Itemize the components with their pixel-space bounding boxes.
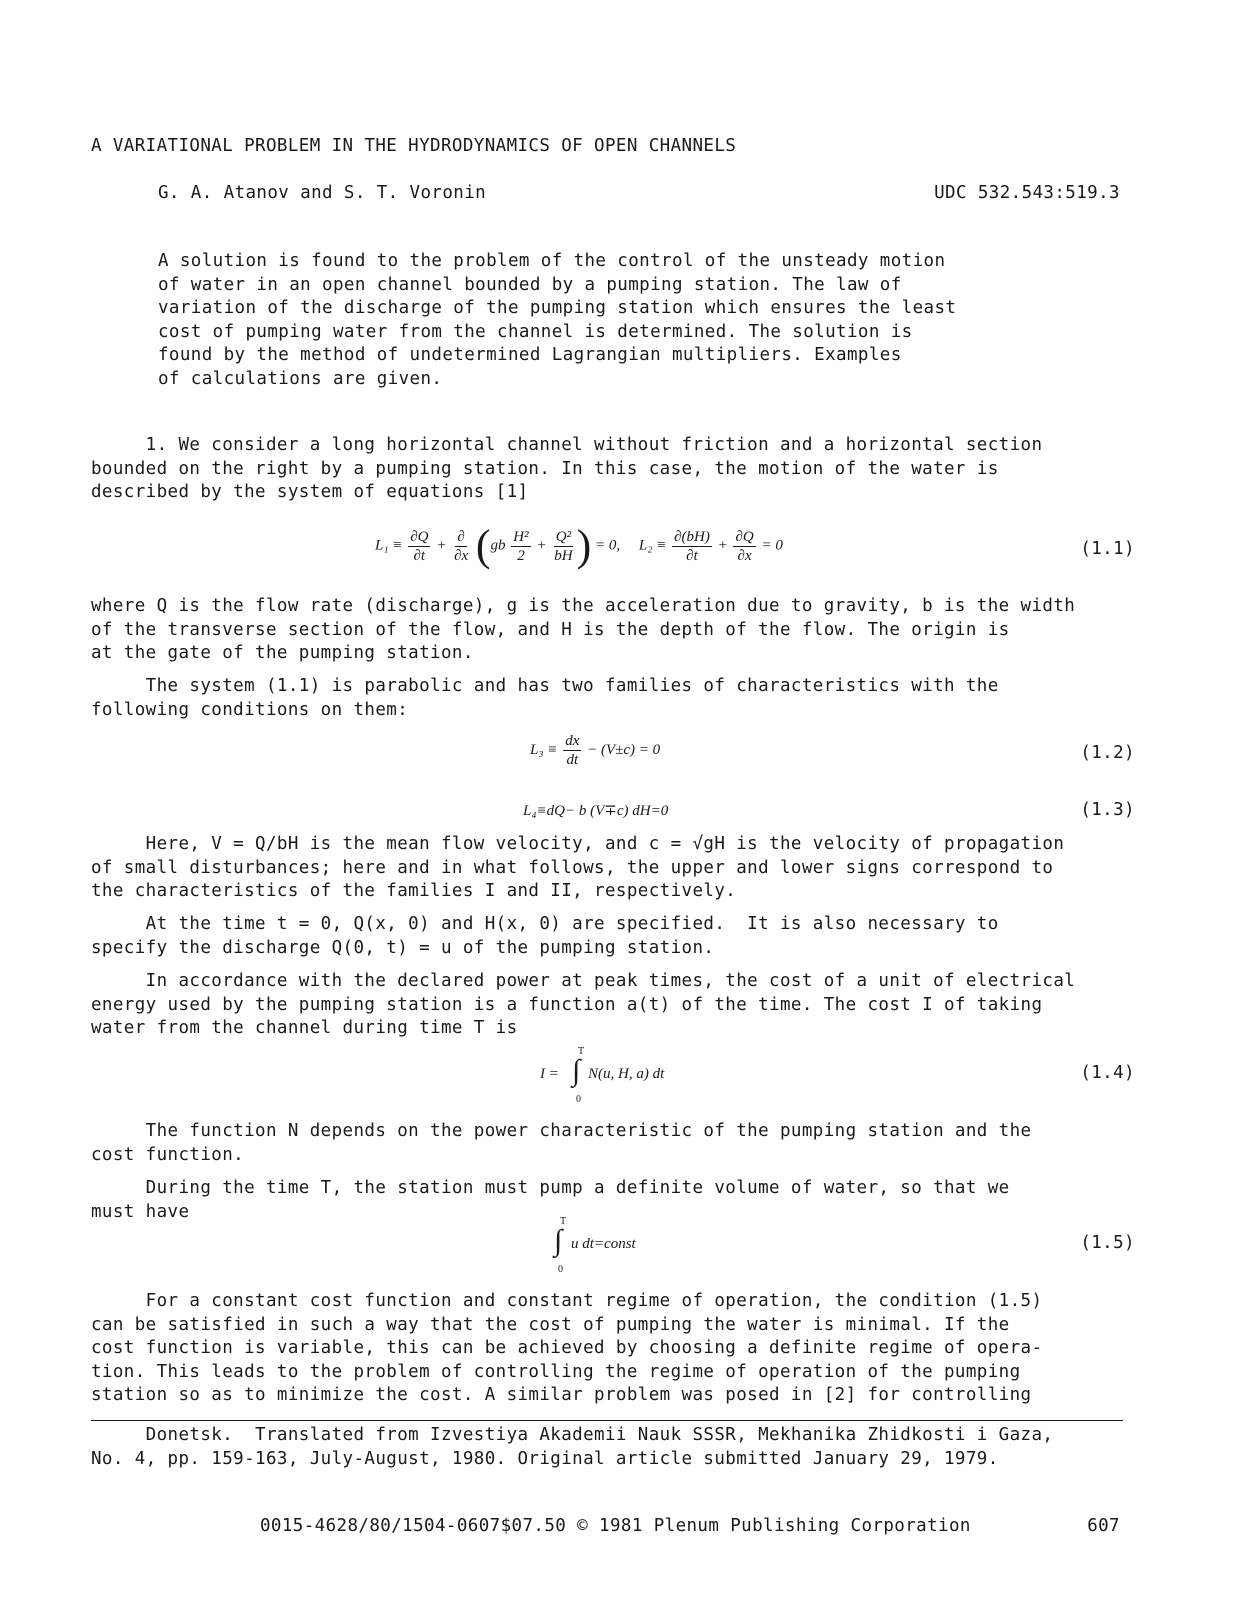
equation-1-1: L₁ ≡ $\frac{\partial Q}{\partial t}$ + $\frac{\partial}{\partial x}$ (gb $\frac{\text{H²}}{2}$ + $\frac{\text{Q²}}{bH}$ ) = 0, L₂ ≡ $\frac{\partial(bH)}{\partial t}$ + $\frac{\partial Q}{\partial x}$ = 0 <box>375 521 783 570</box>
text-line: tion. This leads to the problem of controlling the regime of operation of the pumping <box>91 1361 1021 1382</box>
authors: G. A. Atanov and S. T. Voronin <box>158 183 487 203</box>
abstract <box>158 250 956 391</box>
text-line: station so as to minimize the cost. A similar problem was posed in [2] for controlling <box>91 1385 1032 1405</box>
text-line: In accordance with the declared power at peak times, the cost of a unit of electrical <box>91 971 1076 991</box>
equation-1-5: T ∫ 0 u dt=const <box>554 1216 636 1275</box>
text-line: The function N depends on the power characteristic of the pumping station and the <box>91 1121 1032 1141</box>
text-line: the characteristics of the families I and II, respectively. <box>91 881 737 901</box>
text-line: Here, V = Q/bH is the mean flow velocity, and c = √gH is the velocity of propagation <box>91 834 1065 854</box>
text-line: Donetsk. Translated from Izvestiya Akademii Nauk SSSR, Mekhanika Zhidkosti i Gaza, <box>91 1425 1054 1445</box>
text-line: The system (1.1) is parabolic and has two families of characteristics with the <box>91 676 999 696</box>
equation-1-2: L₃ ≡ $\frac{dx}{dt}$ − (V±c) = 0 <box>530 733 661 768</box>
equation-1-4: I = T ∫ 0 N(u, H, a) dt <box>540 1046 665 1105</box>
footnote-rule <box>91 1420 1123 1421</box>
abstract-line: cost of pumping water from the channel is determined. The solution is <box>158 321 913 342</box>
text-line: specify the discharge Q(0, t) = u of the pumping station. <box>91 937 715 958</box>
abstract-line: A solution is found to the problem of the control of the unsteady motion <box>158 251 946 271</box>
text-line: bounded on the right by a pumping station. In this case, the motion of the water is <box>91 458 999 479</box>
abstract-line: of calculations are given. <box>158 368 443 389</box>
text-line: following conditions on them: <box>91 699 409 720</box>
abstract-line: of water in an open channel bounded by a pumping station. The law of <box>158 274 902 295</box>
text-line: cost function is variable, this can be achieved by choosing a definite regime of opera- <box>91 1338 1043 1358</box>
paragraph-system <box>91 675 999 722</box>
text-line: cost function. <box>91 1144 245 1165</box>
abstract-line: found by the method of undetermined Lagrangian multipliers. Examples <box>158 345 902 365</box>
footnote <box>91 1424 1053 1471</box>
paragraph-definitions <box>91 595 1075 666</box>
paragraph-regime <box>91 1290 1042 1408</box>
text-line: At the time t = 0, Q(x, 0) and H(x, 0) are specified. It is also necessary to <box>91 914 999 934</box>
equation-1-3: L₄≡dQ− b (V∓c) dH=0 <box>523 803 669 819</box>
abstract-line: variation of the discharge of the pumping station which ensures the least <box>158 298 957 318</box>
text-line: 1. We consider a long horizontal channel without friction and a horizontal section <box>91 435 1043 455</box>
paragraph-function-n <box>91 1120 1032 1167</box>
text-line: must have <box>91 1201 190 1222</box>
text-line: where Q is the flow rate (discharge), g is the acceleration due to gravity, b is the width <box>91 596 1076 616</box>
paragraph-volume <box>91 1177 1010 1224</box>
paragraph-initial <box>91 913 999 960</box>
text-line: During the time T, the station must pump a definite volume of water, so that we <box>91 1178 1010 1198</box>
paragraph-cost <box>91 970 1075 1041</box>
text-line: of small disturbances; here and in what follows, the upper and lower signs correspond to <box>91 857 1054 878</box>
udc-code: UDC 532.543:519.3 <box>934 183 1120 203</box>
text-line: at the gate of the pumping station. <box>91 643 474 663</box>
equation-number: (1.5) <box>1080 1233 1135 1253</box>
page-number: 607 <box>1087 1516 1120 1536</box>
copyright-line: 0015-4628/80/1504-0607$07.50 © 1981 Plenum Publishing Corporation <box>260 1516 971 1536</box>
text-line: water from the channel during time T is <box>91 1018 518 1038</box>
equation-number: (1.2) <box>1080 743 1135 763</box>
text-line: For a constant cost function and constant regime of operation, the condition (1.5) <box>91 1291 1043 1311</box>
equation-number: (1.3) <box>1080 800 1135 820</box>
equation-number: (1.1) <box>1080 539 1135 559</box>
paper-title: A VARIATIONAL PROBLEM IN THE HYDRODYNAMICS OF OPEN CHANNELS <box>91 136 737 156</box>
text-line: can be satisfied in such a way that the cost of pumping the water is minimal. If the <box>91 1314 1010 1335</box>
paragraph-intro <box>91 434 1042 505</box>
paragraph-velocity <box>91 833 1064 904</box>
text-line: of the transverse section of the flow, and H is the depth of the flow. The origin is <box>91 619 1010 640</box>
equation-number: (1.4) <box>1080 1063 1135 1083</box>
text-line: No. 4, pp. 159-163, July-August, 1980. Original article submitted January 29, 1979. <box>91 1448 999 1469</box>
text-line: described by the system of equations [1] <box>91 482 529 502</box>
text-line: energy used by the pumping station is a function a(t) of the time. The cost I of taking <box>91 994 1043 1015</box>
